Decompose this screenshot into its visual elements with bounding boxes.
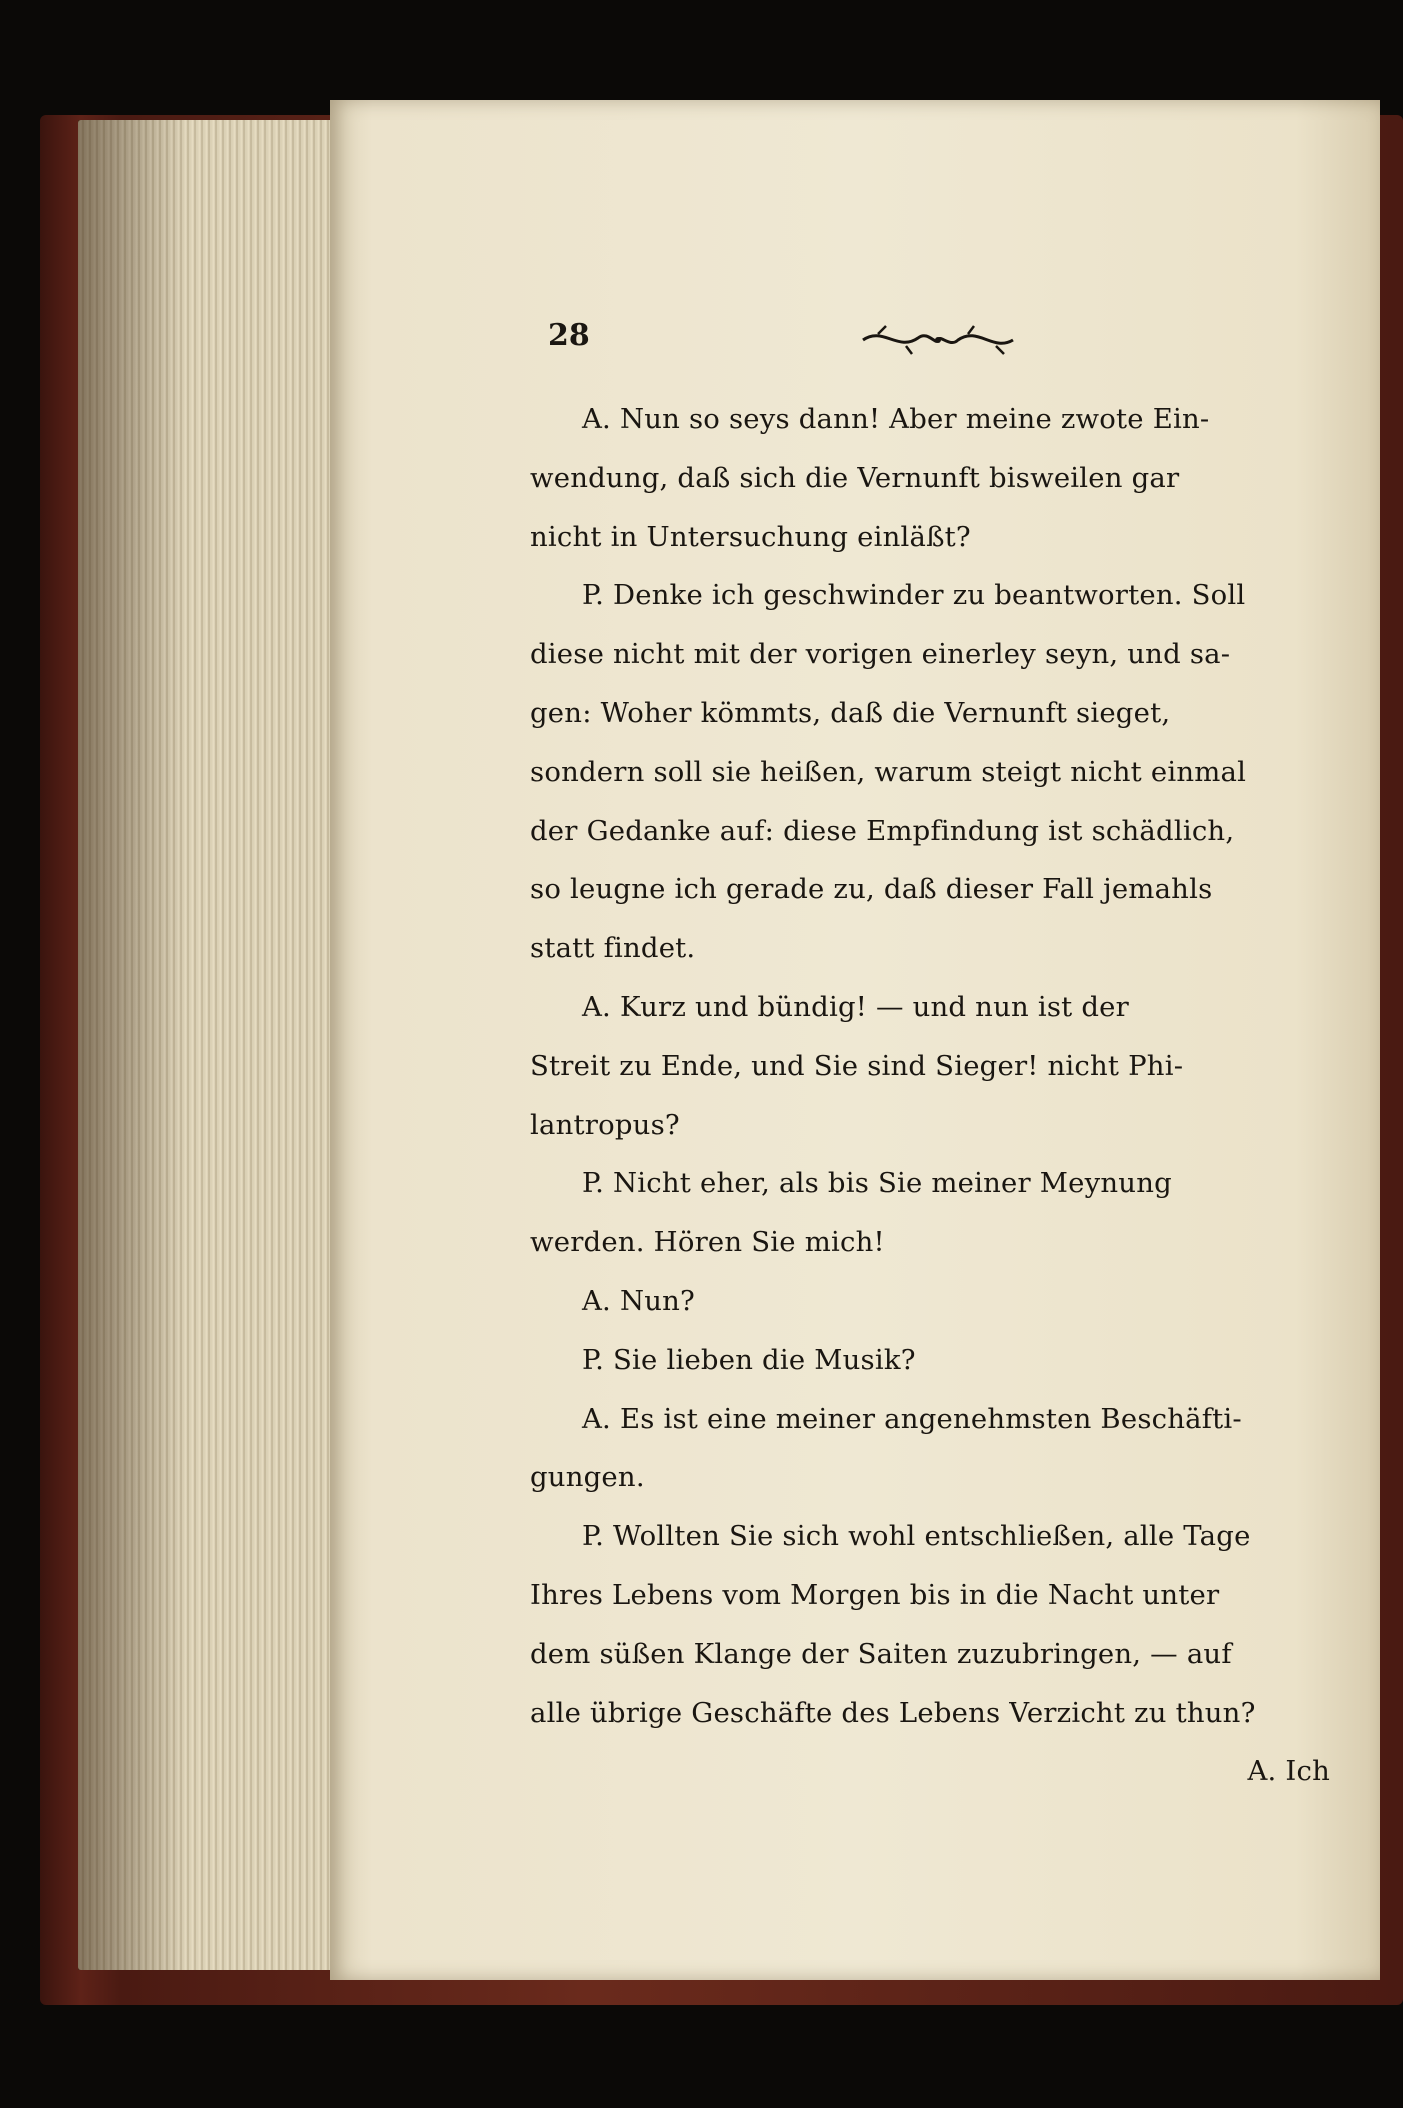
text-line: statt findet.: [530, 932, 696, 965]
text-line: Ihres Lebens vom Morgen bis in die Nacht unter: [530, 1578, 1220, 1611]
page-header: [548, 318, 1348, 368]
text-line: A. Nun so seys dann! Aber meine zwote Ein-: [582, 403, 1210, 435]
text-line: diese nicht mit der vorigen einerley seyn, und sa-: [530, 638, 1231, 671]
text-line: Streit zu Ende, und Sie sind Sieger! nicht Phi-: [530, 1049, 1184, 1082]
text-line: dem süßen Klange der Saiten zuzubringen, — auf: [530, 1637, 1232, 1670]
text-line: A. Es ist eine meiner angenehmsten Beschäfti-: [582, 1402, 1242, 1435]
text-line: der Gedanke auf: diese Empfindung ist schädlich,: [530, 814, 1235, 847]
text-line: lantropus?: [530, 1108, 680, 1141]
text-line: gen: Woher kömmts, daß die Vernunft sieget,: [530, 696, 1171, 729]
text-line: nicht in Untersuchung einläßt?: [530, 520, 971, 553]
text-line: werden. Hören Sie mich!: [530, 1226, 885, 1259]
text-line: P. Wollten Sie sich wohl entschließen, alle Tage: [582, 1520, 1251, 1553]
text-line: alle übrige Geschäfte des Lebens Verzicht zu thun?: [530, 1696, 1256, 1729]
text-line: P. Nicht eher, als bis Sie meiner Meynung: [582, 1167, 1172, 1200]
text-line: gungen.: [530, 1461, 645, 1494]
page-edge-shadow: [78, 120, 188, 1970]
page-number: 28: [548, 318, 590, 353]
text-line: A. Kurz und bündig! — und nun ist der: [582, 990, 1129, 1023]
page-text: [530, 390, 1330, 1801]
text-line: wendung, daß sich die Vernunft bisweilen gar: [530, 461, 1180, 494]
text-line: P. Denke ich geschwinder zu beantworten. Soll: [582, 579, 1246, 612]
floral-ornament-icon: [858, 318, 1018, 362]
catchword: A. Ich: [1247, 1755, 1330, 1788]
text-line: A. Nun?: [582, 1284, 695, 1317]
text-line: so leugne ich gerade zu, daß dieser Fall jemahls: [530, 873, 1213, 906]
text-line: sondern soll sie heißen, warum steigt nicht einmal: [530, 755, 1247, 788]
text-line: P. Sie lieben die Musik?: [582, 1343, 916, 1376]
